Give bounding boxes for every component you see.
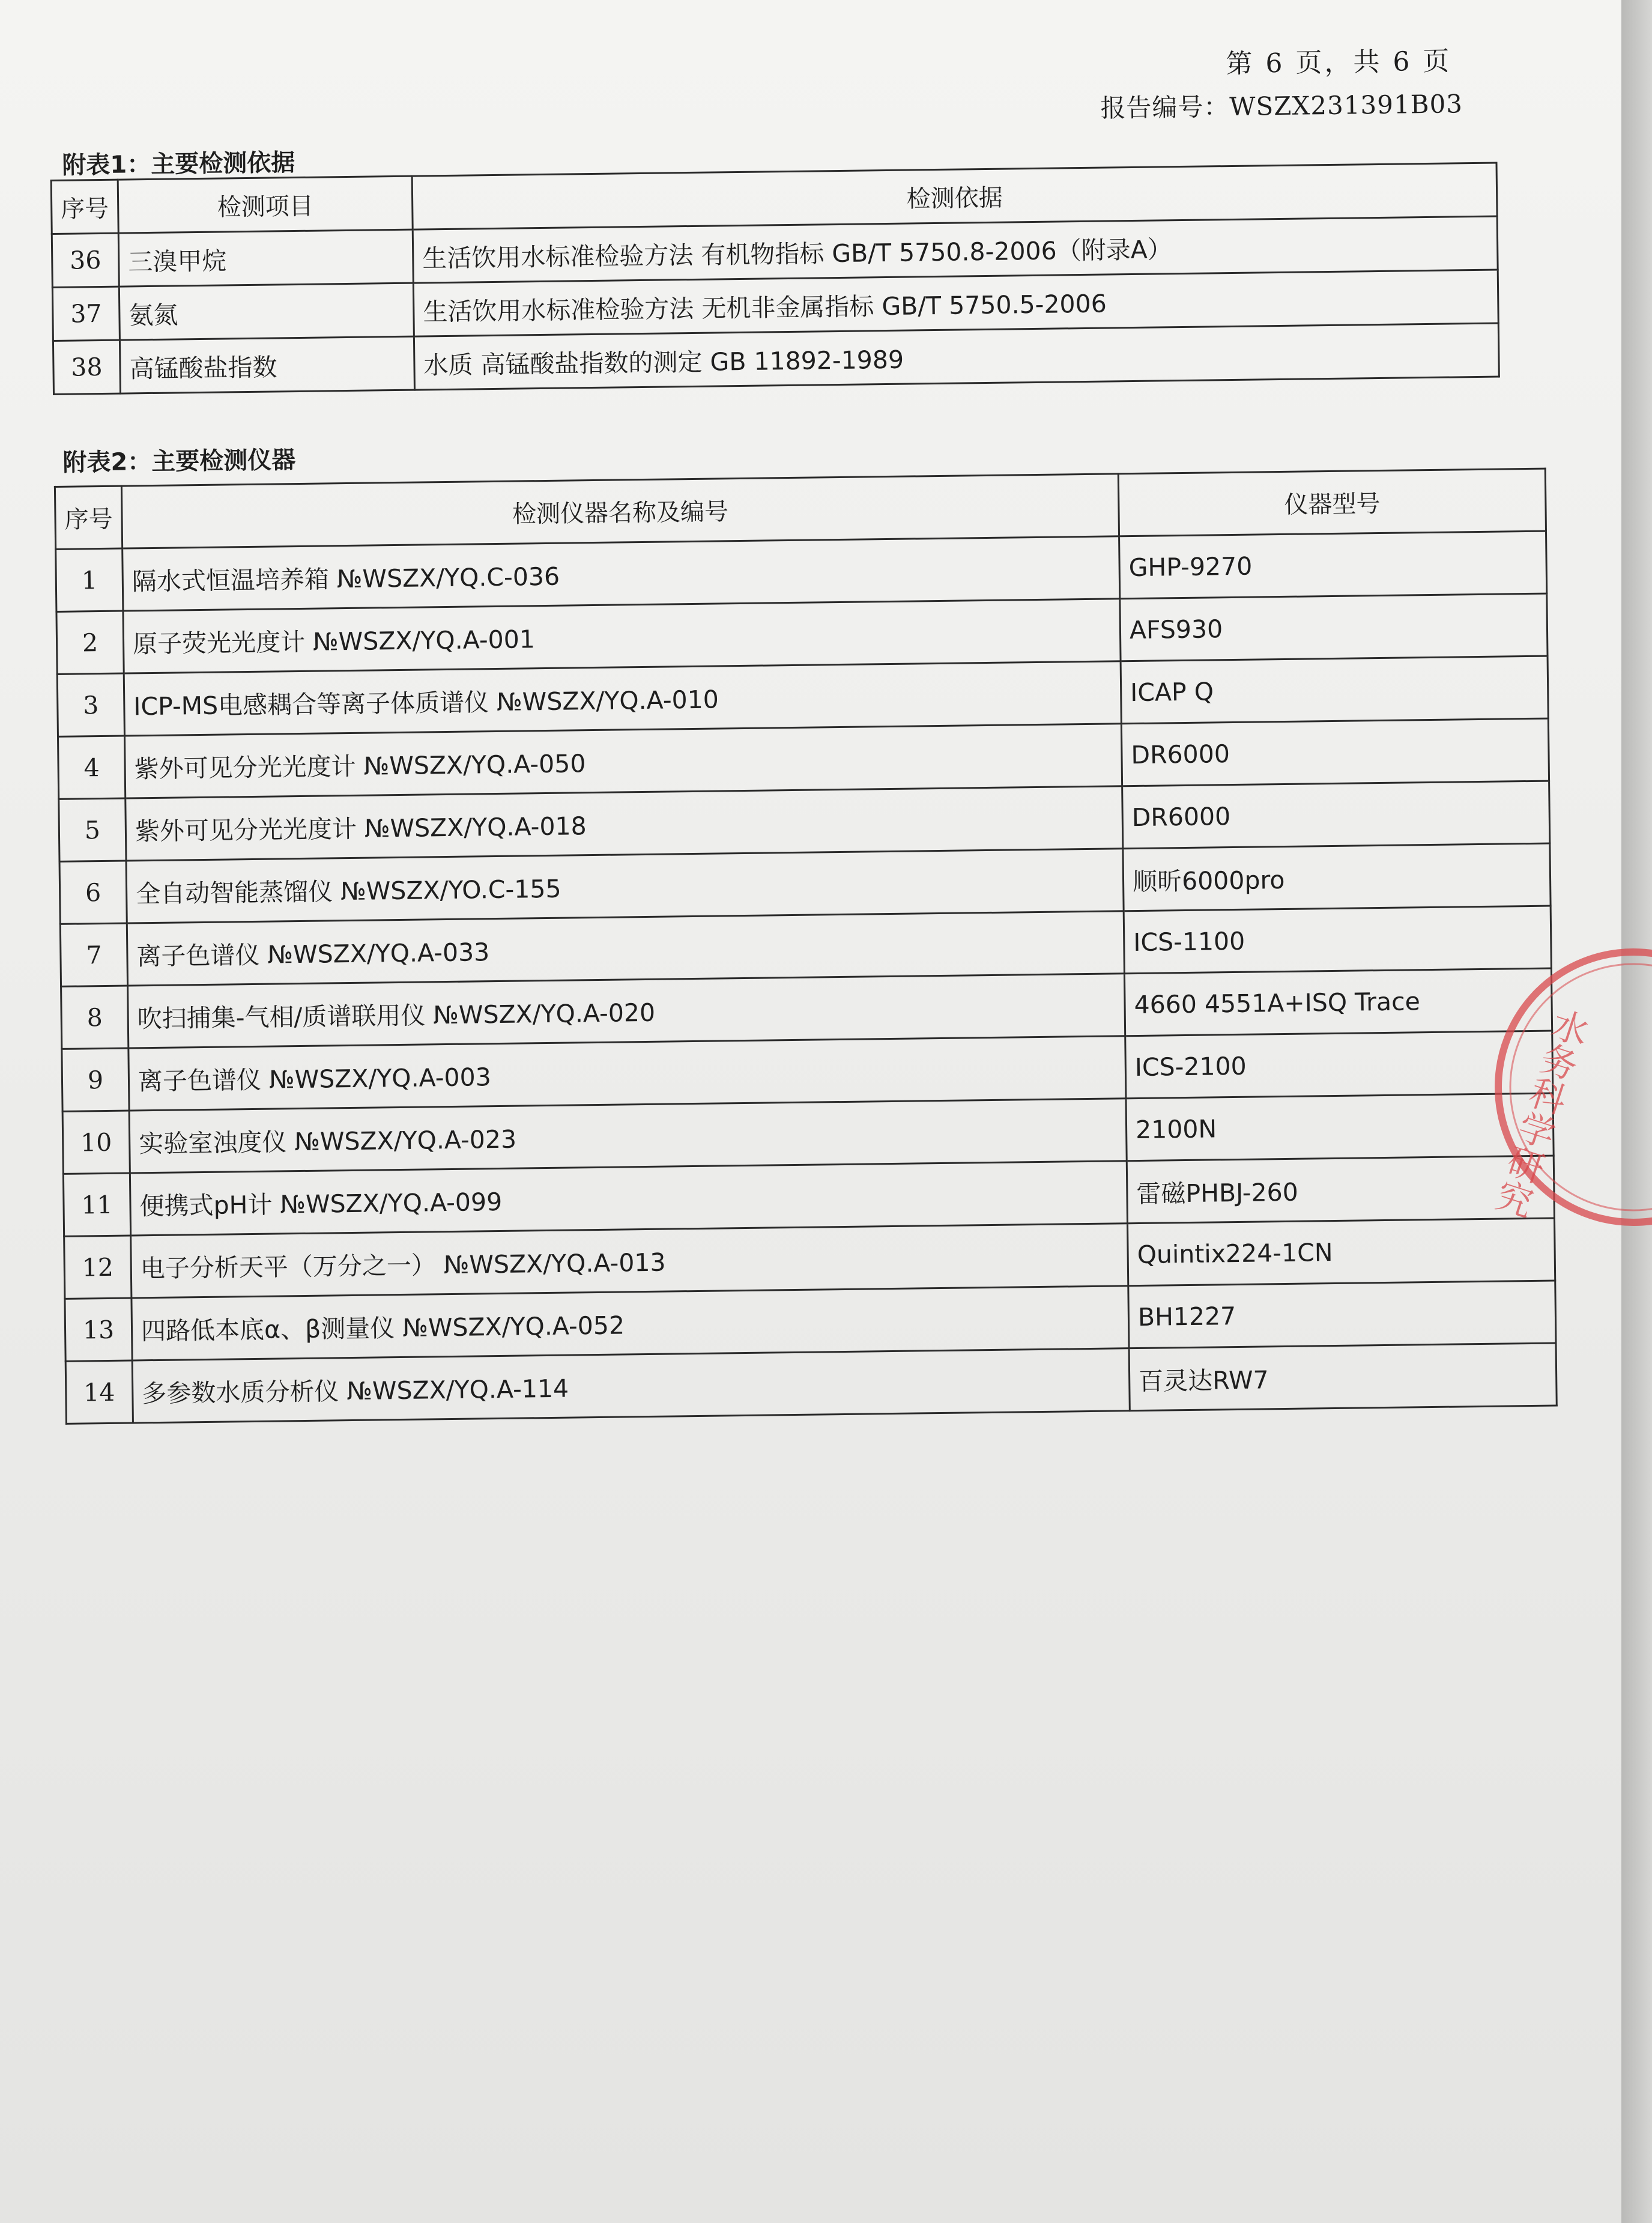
row-item: 氨氮 xyxy=(119,283,414,340)
row-model: Quintix224-1CN xyxy=(1128,1218,1555,1286)
instrument-table xyxy=(54,468,1558,1425)
row-seq: 11 xyxy=(63,1173,130,1236)
row-seq: 9 xyxy=(62,1048,129,1111)
header-name: 检测仪器名称及编号 xyxy=(121,474,1119,548)
row-seq: 4 xyxy=(58,736,125,799)
row-model: ICS-2100 xyxy=(1125,1031,1553,1099)
row-model: AFS930 xyxy=(1120,593,1548,661)
header-item: 检测项目 xyxy=(118,176,413,233)
row-name: 多参数水质分析仪 №WSZX/YQ.A-114 xyxy=(132,1348,1130,1423)
row-name: 隔水式恒温培养箱 №WSZX/YQ.C-036 xyxy=(123,536,1120,611)
official-seal-stamp xyxy=(1483,937,1652,1237)
row-name: 吹扫捕集-气相/质谱联用仪 №WSZX/YQ.A-020 xyxy=(128,974,1125,1048)
row-model: 雷磁PHBJ-260 xyxy=(1127,1156,1554,1224)
row-name: ICP-MS电感耦合等离子体质谱仪 №WSZX/YQ.A-010 xyxy=(124,661,1121,736)
row-model: 百灵达RW7 xyxy=(1129,1343,1557,1411)
row-seq: 38 xyxy=(53,340,120,394)
row-basis: 生活饮用水标准检验方法 无机非金属指标 GB/T 5750.5-2006 xyxy=(413,270,1498,336)
row-model: 顺昕6000pro xyxy=(1123,843,1551,911)
table2-title: 附表2：主要检测仪器 xyxy=(62,446,296,477)
header-seq: 序号 xyxy=(51,180,118,234)
row-name: 紫外可见分光光度计 №WSZX/YQ.A-050 xyxy=(124,724,1122,798)
row-seq: 5 xyxy=(59,798,126,861)
row-name: 紫外可见分光光度计 №WSZX/YQ.A-018 xyxy=(126,786,1123,861)
header-basis: 检测依据 xyxy=(412,163,1497,229)
page-info: 第 6 页，共 6 页 xyxy=(1226,46,1452,80)
row-basis: 水质 高锰酸盐指数的测定 GB 11892-1989 xyxy=(414,323,1499,390)
row-seq: 36 xyxy=(52,233,119,287)
report-number: 报告编号：WSZX231391B03 xyxy=(1100,89,1463,123)
row-seq: 8 xyxy=(61,986,129,1049)
row-item: 高锰酸盐指数 xyxy=(120,336,414,393)
row-name: 便携式pH计 №WSZX/YQ.A-099 xyxy=(130,1161,1127,1236)
row-seq: 37 xyxy=(52,287,120,341)
row-name: 实验室浊度仪 №WSZX/YQ.A-023 xyxy=(129,1099,1127,1173)
row-seq: 1 xyxy=(56,548,123,611)
row-seq: 13 xyxy=(65,1298,132,1361)
row-seq: 12 xyxy=(64,1236,132,1299)
row-name: 四路低本底α、β测量仪 №WSZX/YQ.A-052 xyxy=(132,1286,1129,1360)
row-seq: 3 xyxy=(57,673,124,736)
row-seq: 7 xyxy=(60,923,127,986)
row-model: DR6000 xyxy=(1122,781,1550,849)
row-model: BH1227 xyxy=(1128,1281,1556,1348)
row-name: 离子色谱仪 №WSZX/YQ.A-003 xyxy=(129,1036,1126,1111)
row-model: ICAP Q xyxy=(1121,656,1548,724)
row-seq: 2 xyxy=(56,611,124,674)
header-seq: 序号 xyxy=(55,486,122,549)
table1-title: 附表1：主要检测依据 xyxy=(62,149,295,180)
detection-basis-table xyxy=(50,162,1500,395)
row-model: 4660 4551A+ISQ Trace xyxy=(1124,968,1552,1036)
seal-text: 水务科学研究 xyxy=(1486,1002,1594,1222)
row-seq: 10 xyxy=(62,1111,130,1174)
row-name: 电子分析天平（万分之一） №WSZX/YQ.A-013 xyxy=(131,1224,1128,1298)
row-model: DR6000 xyxy=(1121,718,1549,786)
row-model: 2100N xyxy=(1126,1093,1554,1161)
row-item: 三溴甲烷 xyxy=(118,229,413,287)
row-basis: 生活饮用水标准检验方法 有机物指标 GB/T 5750.8-2006（附录A） xyxy=(413,216,1498,283)
row-name: 离子色谱仪 №WSZX/YQ.A-033 xyxy=(127,911,1124,986)
row-name: 全自动智能蒸馏仪 №WSZX/YO.C-155 xyxy=(126,849,1124,923)
row-model: GHP-9270 xyxy=(1119,531,1547,599)
row-seq: 6 xyxy=(59,861,127,924)
row-seq: 14 xyxy=(65,1360,133,1424)
header-model: 仪器型号 xyxy=(1118,469,1546,536)
row-model: ICS-1100 xyxy=(1124,906,1551,974)
row-name: 原子荧光光度计 №WSZX/YQ.A-001 xyxy=(123,599,1121,673)
